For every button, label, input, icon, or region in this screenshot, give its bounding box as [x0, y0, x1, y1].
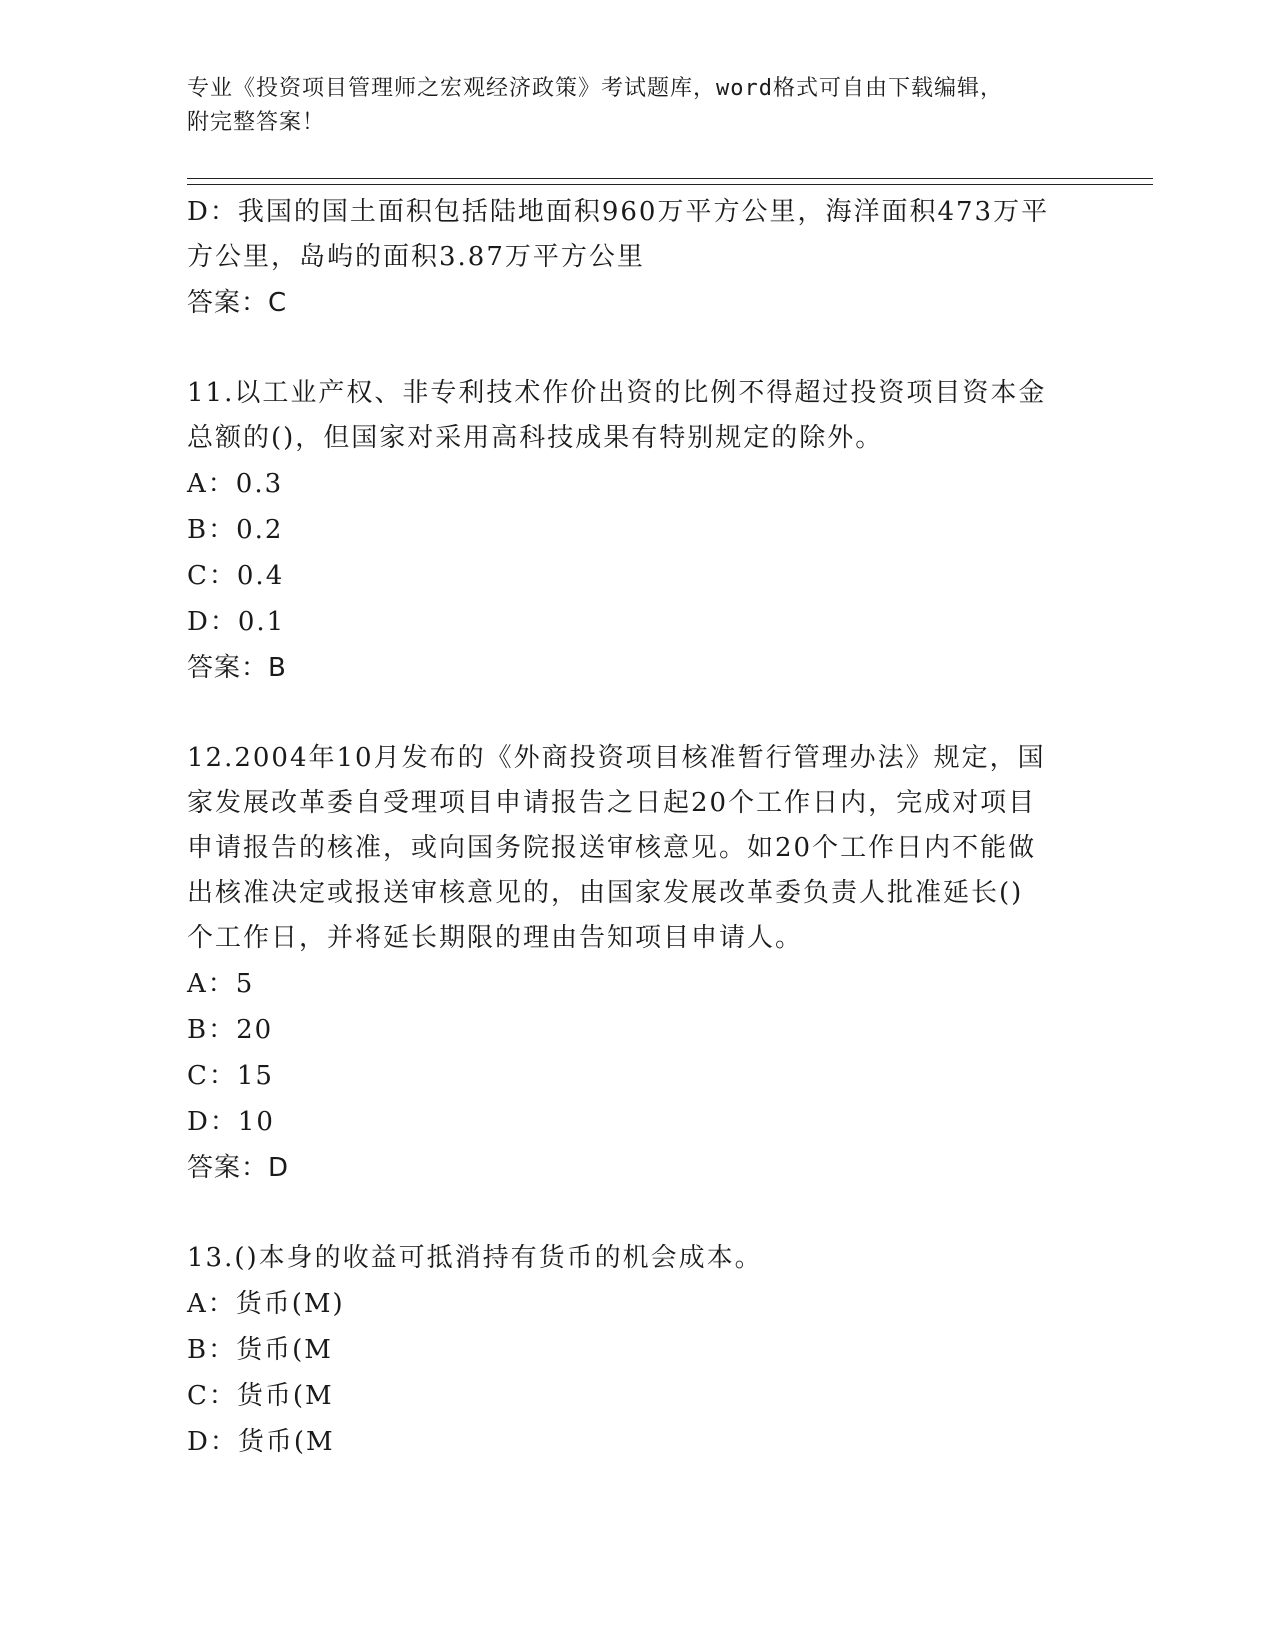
previous-question-tail	[187, 190, 1087, 326]
option-c: C：15	[187, 1061, 274, 1091]
header-divider-top	[187, 178, 1153, 179]
option-a: A：货币(M)	[187, 1289, 345, 1319]
header-line-1: 专业《投资项目管理师之宏观经济政策》考试题库，word格式可自由下载编辑，	[187, 76, 1003, 101]
option-c: C：货币(M	[187, 1381, 334, 1411]
question-stem-line: 12.2004年10月发布的《外商投资项目核准暂行管理办法》规定，国	[187, 743, 1046, 773]
option-b: B：20	[187, 1015, 274, 1045]
option-d: D：0.1	[187, 607, 286, 637]
option-a: A：0.3	[187, 469, 284, 499]
option-b: B：0.2	[187, 515, 284, 545]
question-stem-line: 个工作日，并将延长期限的理由告知项目申请人。	[187, 923, 804, 953]
header-divider-bottom	[187, 184, 1153, 185]
question-stem-line: 11.以工业产权、非专利技术作价出资的比例不得超过投资项目资本金	[187, 378, 1047, 408]
question-stem-line: 申请报告的核准，或向国务院报送审核意见。如20个工作日内不能做	[187, 833, 1037, 863]
option-d: D：10	[187, 1107, 275, 1137]
question-12	[187, 736, 1087, 1191]
option-d-line-2: 方公里，岛屿的面积3.87万平方公里	[187, 242, 645, 272]
document-body	[187, 190, 1087, 1465]
header-line-2: 附完整答案！	[187, 110, 326, 135]
question-stem-line: 家发展改革委自受理项目申请报告之日起20个工作日内，完成对项目	[187, 788, 1037, 818]
option-d: D：货币(M	[187, 1427, 335, 1457]
answer-line: 答案：B	[187, 653, 287, 683]
option-b: B：货币(M	[187, 1335, 333, 1365]
option-d-line-1: D：我国的国土面积包括陆地面积960万平方公里，海洋面积473万平	[187, 197, 1050, 227]
answer-line: 答案：D	[187, 1153, 290, 1183]
option-c: C：0.4	[187, 561, 285, 591]
question-13	[187, 1236, 1087, 1465]
question-stem-line: 13.()本身的收益可抵消持有货币的机会成本。	[187, 1243, 763, 1273]
question-11	[187, 371, 1087, 691]
question-stem-line: 总额的()，但国家对采用高科技成果有特别规定的除外。	[187, 423, 884, 453]
option-a: A：5	[187, 969, 255, 999]
answer-line: 答案：C	[187, 288, 288, 318]
question-stem-line: 出核准决定或报送审核意见的，由国家发展改革委负责人批准延长()	[187, 878, 1024, 908]
document-header	[187, 72, 1087, 140]
